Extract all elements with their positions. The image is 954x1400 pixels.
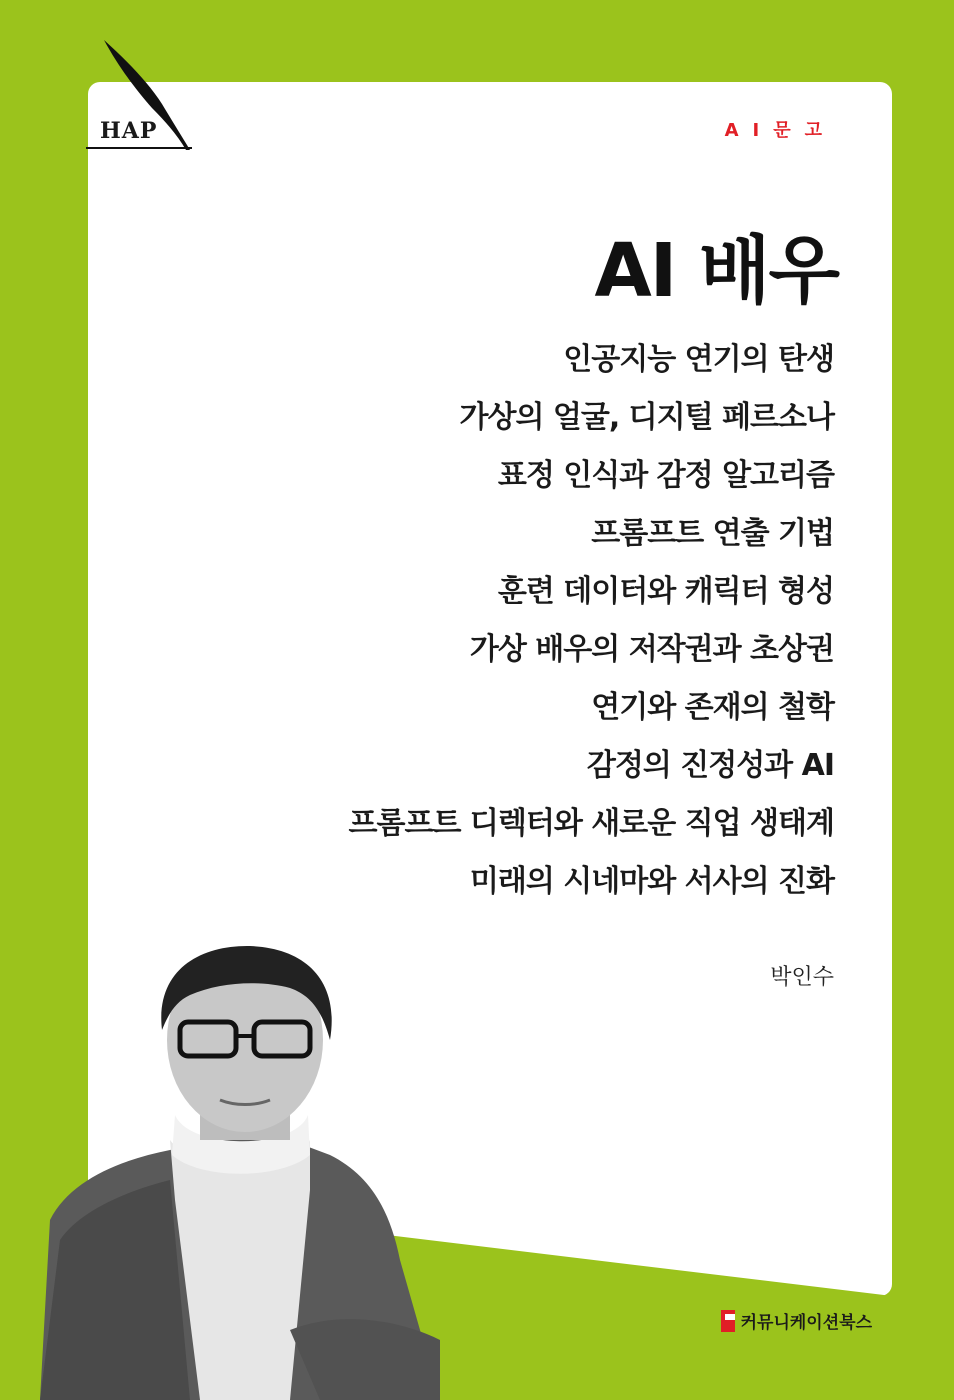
- chapter-list: [234, 340, 834, 920]
- publisher-mark-icon: [721, 1310, 735, 1332]
- chapter-item: 표정 인식과 감정 알고리즘: [497, 458, 834, 493]
- chapter-item: 인공지능 연기의 탄생: [563, 342, 834, 377]
- chapter-item: 감정의 진정성과 AI: [586, 748, 834, 783]
- author-portrait: [40, 940, 460, 1400]
- chapter-item: 프롬프트 연출 기법: [591, 516, 834, 551]
- publisher-name: 커뮤니케이션북스: [740, 1313, 872, 1333]
- publisher-logo-text: HAP: [100, 118, 158, 144]
- chapter-item: 가상 배우의 저작권과 초상권: [469, 632, 834, 667]
- series-label: AI문고: [724, 120, 836, 141]
- publisher: [721, 1308, 872, 1333]
- chapter-item: 연기와 존재의 철학: [591, 690, 834, 725]
- author-name: 박인수: [770, 965, 834, 990]
- chapter-item: 미래의 시네마와 서사의 진화: [469, 864, 834, 899]
- book-title: AI 배우: [594, 228, 838, 314]
- chapter-item: 가상의 얼굴, 디지털 페르소나: [459, 400, 834, 435]
- chapter-item: 프롬프트 디렉터와 새로운 직업 생태계: [348, 806, 834, 841]
- chapter-item: 훈련 데이터와 캐릭터 형성: [497, 574, 834, 609]
